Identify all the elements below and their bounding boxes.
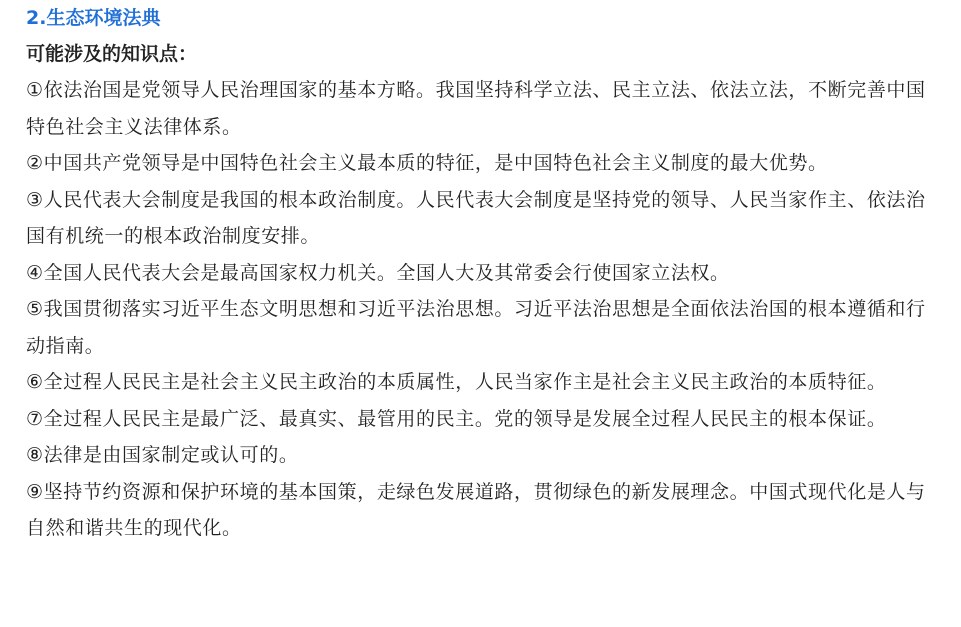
knowledge-point-2: ②中国共产党领导是中国特色社会主义最本质的特征，是中国特色社会主义制度的最大优势。 — [26, 152, 828, 174]
knowledge-point-6: ⑥全过程人民民主是社会主义民主政治的本质属性，人民当家作主是社会主义民主政治的本质特征。 — [26, 371, 887, 393]
knowledge-point-9: ⑨坚持节约资源和保护环境的基本国策，走绿色发展道路，贯彻绿色的新发展理念。中国式现代化是人与自然和谐共生的现代化。 — [26, 480, 926, 539]
knowledge-point-3: ③人民代表大会制度是我国的根本政治制度。人民代表大会制度是坚持党的领导、人民当家作主、依法治国有机统一的根本政治制度安排。 — [26, 188, 926, 247]
knowledge-points-list — [26, 72, 945, 547]
knowledge-point-5: ⑤我国贯彻落实习近平生态文明思想和习近平法治思想。习近平法治思想是全面依法治国的根本遵循和行动指南。 — [26, 298, 926, 357]
knowledge-point-1: ①依法治国是党领导人民治理国家的基本方略。我国坚持科学立法、民主立法、依法立法，不断完善中国特色社会主义法律体系。 — [26, 79, 926, 138]
knowledge-points-heading: 可能涉及的知识点： — [26, 43, 198, 65]
knowledge-point-4: ④全国人民代表大会是最高国家权力机关。全国人大及其常委会行使国家立法权。 — [26, 261, 730, 284]
knowledge-point-8: ⑧法律是由国家制定或认可的。 — [26, 444, 299, 466]
section-title: 2.生态环境法典 — [26, 7, 161, 29]
knowledge-point-7: ⑦全过程人民民主是最广泛、最真实、最管用的民主。党的领导是发展全过程人民民主的根本保证。 — [26, 407, 887, 430]
